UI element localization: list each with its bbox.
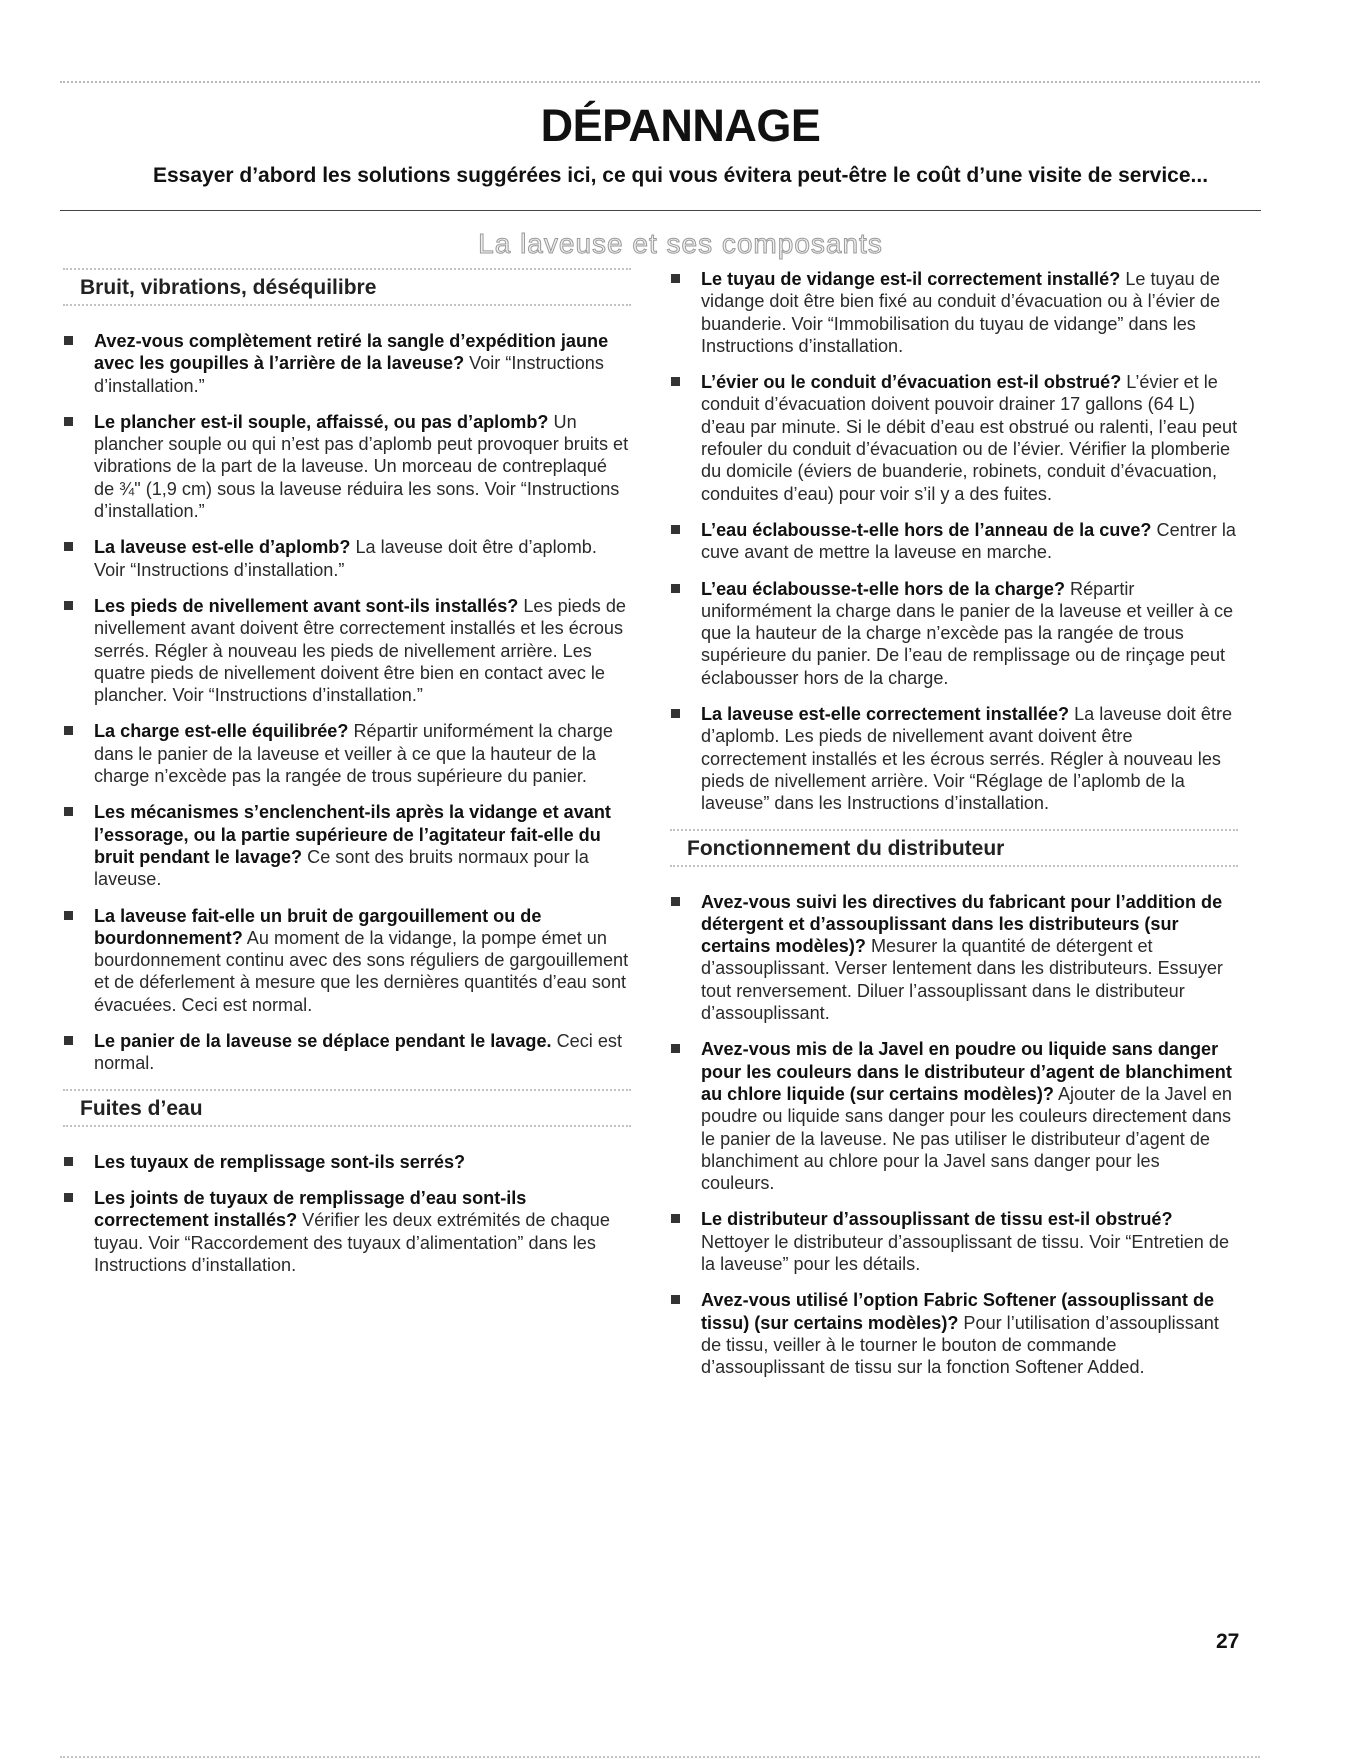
square-bullet-icon: [64, 417, 73, 426]
item-question: Les joints de tuyaux de remplissage d’eau sont-ils correctement installés?: [94, 1187, 527, 1231]
subheading-noise-label: Bruit, vibrations, déséquilibre: [80, 276, 377, 299]
list-item: [670, 703, 1238, 814]
item-answer: Ajouter de la Javel en poudre ou liquide sans danger pour les couleurs directement dans le panier de la laveuse. Ne pas utiliser le distributeur d’agent de blanchiment au chlore pour la Javel sans danger pour les couleurs.: [701, 1083, 1232, 1194]
item-question: La laveuse est-elle d’aplomb?: [94, 537, 351, 558]
list-item: [63, 411, 631, 522]
item-answer: Centrer la cuve avant de mettre la laveuse en marche.: [701, 519, 1236, 563]
subheading-dispenser-label: Fonctionnement du distributeur: [687, 836, 1005, 860]
square-bullet-icon: [64, 601, 73, 610]
list-item: [670, 1038, 1238, 1194]
square-bullet-icon: [671, 709, 680, 718]
item-question: Avez-vous mis de la Javel en poudre ou liquide sans danger pour les couleurs dans le distributeur d’agent de blanchiment au chlore liquide (sur certains modèles)?: [701, 1039, 1232, 1104]
item-answer: Le tuyau de vidange doit être bien fixé au conduit d’évacuation ou à l’évier de buanderie. Voir “Immobilisation du tuyau de vidange” dans les Instructions d’installation.: [701, 269, 1221, 356]
item-question: L’évier ou le conduit d’évacuation est-il obstrué?: [701, 372, 1122, 393]
item-answer: La laveuse doit être d’aplomb. Voir “Instructions d’installation.”: [94, 537, 597, 580]
item-question: Le distributeur d’assouplissant de tissu est-il obstrué?: [701, 1209, 1173, 1230]
square-bullet-icon: [671, 584, 680, 593]
item-answer: Répartir uniformément la charge dans le panier de la laveuse et veiller à ce que la hauteur de la charge n’excède pas la rangée de trous supérieure du panier.: [94, 721, 613, 787]
item-question: Le plancher est-il souple, affaissé, ou pas d’aplomb?: [94, 411, 549, 432]
item-answer: La laveuse doit être d’aplomb. Les pieds de nivellement avant doivent être correctement installés et les écrous serrés. Régler à nouveau les pieds de nivellement arrière. Voir “Réglage de l’aplomb de la laveuse” dans les Instructions d’installation.: [701, 704, 1233, 814]
square-bullet-icon: [64, 911, 73, 920]
list-item: [63, 1151, 631, 1173]
page-subtitle: Essayer d’abord les solutions suggérées ici, ce qui vous évitera peut-être le coût d’une visite de service...: [152, 164, 1209, 187]
list-item: [670, 891, 1238, 1025]
list-item: [63, 595, 631, 706]
square-bullet-icon: [671, 1044, 680, 1053]
square-bullet-icon: [671, 1214, 680, 1223]
item-answer: Répartir uniformément la charge dans le panier de la laveuse et veiller à ce que la hauteur de la charge n’excède pas la rangée de trous supérieure du panier. De l’eau de remplissage ou de rinçage peut éclabousser hors de la charge.: [701, 578, 1234, 688]
square-bullet-icon: [64, 542, 73, 551]
item-question: Avez-vous utilisé l’option Fabric Softener (assouplissant de tissu) (sur certains modèles)?: [701, 1290, 1215, 1333]
square-bullet-icon: [64, 336, 73, 345]
item-answer: Mesurer la quantité de détergent et d’assouplissant. Verser lentement dans les distributeurs. Essuyer tout renversement. Diluer l’assouplissant dans le distributeur d’assouplissant.: [701, 936, 1223, 1024]
item-question: Le tuyau de vidange est-il correctement installé?: [701, 269, 1121, 289]
page-title: DÉPANNAGE: [540, 100, 821, 151]
square-bullet-icon: [671, 274, 680, 283]
subheading-leaks-label: Fuites d’eau: [80, 1096, 203, 1120]
list-item: [670, 268, 1238, 357]
item-question: L’eau éclabousse-t-elle hors de l’anneau de la cuve?: [701, 519, 1152, 540]
section-heading: La laveuse et ses composants: [478, 228, 883, 259]
item-answer: Ce sont des bruits normaux pour la laveuse.: [94, 846, 589, 890]
item-question: Avez-vous complètement retiré la sangle d’expédition jaune avec les goupilles à l’arrière de la laveuse?: [94, 331, 609, 374]
item-question: Les pieds de nivellement avant sont-ils installés?: [94, 595, 519, 616]
item-list: [63, 330, 631, 1075]
subheading-dispenser: [670, 829, 1238, 867]
item-list: [63, 1151, 631, 1276]
square-bullet-icon: [64, 1036, 73, 1045]
item-question: Les tuyaux de remplissage sont-ils serrés?: [94, 1151, 466, 1172]
square-bullet-icon: [64, 726, 73, 735]
item-question: Le panier de la laveuse se déplace pendant le lavage.: [94, 1031, 552, 1052]
list-item: [670, 371, 1238, 505]
square-bullet-icon: [64, 807, 73, 816]
item-question: Avez-vous suivi les directives du fabricant pour l’addition de détergent et d’assouplissant dans les distributeurs (sur certains modèles)?: [701, 891, 1223, 957]
item-question: La laveuse fait-elle un bruit de gargouillement ou de bourdonnement?: [94, 905, 542, 948]
square-bullet-icon: [671, 897, 680, 906]
list-item: [63, 801, 631, 890]
item-answer: L’évier et le conduit d’évacuation doivent pouvoir drainer 17 gallons (64 L) d’eau par minute. Si le débit d’eau est obstrué ou ralenti, l’eau peut refouler du conduit d’évacuation ou de l’évier. Vérifier la plomberie du domicile (éviers de buanderie, robinets, conduit d’évacuation, conduites d’eau) pour voir s’il y a des fuites.: [701, 372, 1238, 504]
list-item: [670, 1289, 1238, 1378]
square-bullet-icon: [671, 377, 680, 386]
item-answer: Voir “Instructions d’installation.”: [94, 353, 604, 396]
item-list: [670, 891, 1238, 1379]
item-question: Les mécanismes s’enclenchent-ils après la vidange et avant l’essorage, ou la partie supérieure de l’agitateur fait-elle du bruit pendant le lavage?: [94, 802, 611, 867]
item-answer: Vérifier les deux extrémités de chaque tuyau. Voir “Raccordement des tuyaux d’alimentation” dans les Instructions d’installation.: [94, 1210, 610, 1275]
list-item: [63, 1030, 631, 1075]
list-item: [63, 1187, 631, 1276]
square-bullet-icon: [671, 525, 680, 534]
item-answer: Nettoyer le distributeur d’assouplissant de tissu. Voir “Entretien de la laveuse” pour les détails.: [701, 1231, 1230, 1274]
right-column: [670, 268, 1238, 1392]
subheading-leaks: [63, 1089, 631, 1127]
item-question: L’eau éclabousse-t-elle hors de la charge?: [701, 578, 1066, 599]
item-answer: Un plancher souple ou qui n’est pas d’aplomb peut provoquer bruits et vibrations de la part de la laveuse. Un morceau de contreplaqué de ¾" (1,9 cm) sous la laveuse réduira les sons. Voir “Instructions d’installation.”: [94, 411, 629, 522]
item-list: [670, 268, 1238, 815]
list-item: [63, 330, 631, 397]
header-divider: [60, 210, 1261, 211]
item-answer: Au moment de la vidange, la pompe émet un bourdonnement continu avec des sons réguliers de gargouillement et de déferlement à mesure que les dernières quantités d’eau sont évacuées. Ceci est normal.: [94, 927, 629, 1015]
square-bullet-icon: [64, 1193, 73, 1202]
subheading-noise: [63, 268, 631, 306]
bottom-dotted-rule: [60, 1756, 1260, 1758]
left-column: [63, 268, 631, 1290]
list-item: [63, 536, 631, 581]
square-bullet-icon: [671, 1295, 680, 1304]
item-question: La laveuse est-elle correctement installée?: [701, 704, 1070, 725]
item-answer: Ceci est normal.: [94, 1031, 622, 1074]
item-answer: Pour l’utilisation d’assouplissant de tissu, veiller à le tourner le bouton de commande d’assouplissant de tissu sur la fonction Softener Added.: [701, 1312, 1219, 1378]
list-item: [670, 519, 1238, 564]
square-bullet-icon: [64, 1157, 73, 1166]
list-item: [670, 578, 1238, 689]
page-number: 27: [1216, 1630, 1240, 1653]
item-answer: Les pieds de nivellement avant doivent être correctement installés et les écrous serrés. Régler à nouveau les pieds de nivellement arrière. Les quatre pieds de nivellement doivent être bien en contact avec le plancher. Voir “Instructions d’installation.”: [94, 595, 626, 706]
list-item: [670, 1208, 1238, 1275]
item-question: La charge est-elle équilibrée?: [94, 721, 349, 742]
list-item: [63, 720, 631, 787]
top-dotted-rule: [60, 81, 1260, 83]
list-item: [63, 905, 631, 1016]
